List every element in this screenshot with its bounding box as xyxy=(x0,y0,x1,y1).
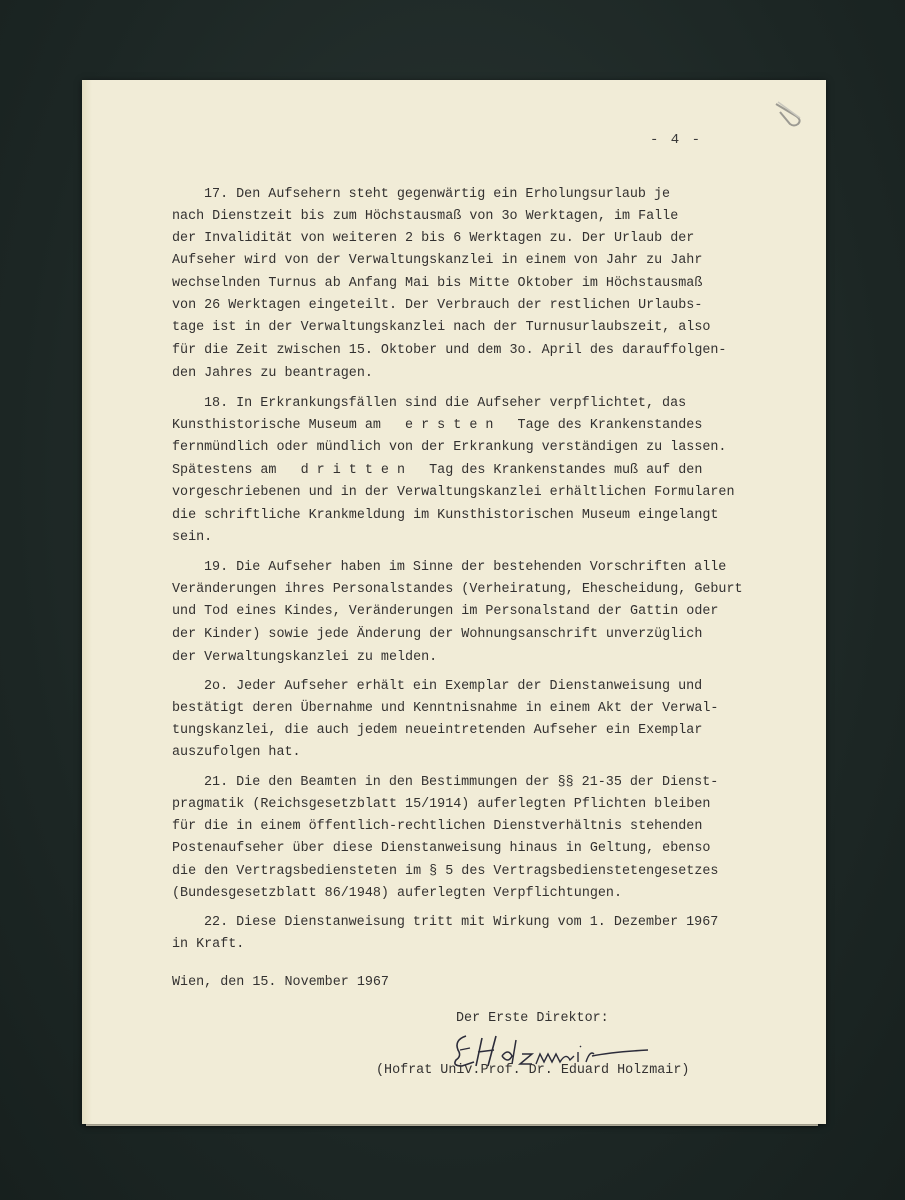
text-line: Aufseher wird von der Verwaltungskanzlei in einem von Jahr zu Jahr xyxy=(172,253,703,268)
text-line: wechselnden Turnus ab Anfang Mai bis Mitte Oktober im Höchstausmaß xyxy=(172,276,703,291)
text-line: der Invalidität von weiteren 2 bis 6 Werktagen zu. Der Urlaub der xyxy=(172,231,695,246)
text-line: tungskanzlei, die auch jedem neueintretenden Aufseher ein Exemplar xyxy=(172,723,703,738)
text-line: 19. Die Aufseher haben im Sinne der bestehenden Vorschriften alle xyxy=(204,560,727,575)
text-line: der Verwaltungskanzlei zu melden. xyxy=(172,650,438,665)
text-line: und Tod eines Kindes, Veränderungen im Personalstand der Gattin oder xyxy=(172,604,719,619)
text-line: nach Dienstzeit bis zum Höchstausmaß von 3o Werktagen, im Falle xyxy=(172,209,679,224)
text-line: auszufolgen hat. xyxy=(172,745,301,760)
text-line: den Jahres zu beantragen. xyxy=(172,366,373,381)
text-line: für die Zeit zwischen 15. Oktober und dem 3o. April des darauffolgen- xyxy=(172,343,727,358)
text-line: vorgeschriebenen und in der Verwaltungskanzlei erhältlichen Formularen xyxy=(172,485,735,500)
text-line: fernmündlich oder mündlich von der Erkrankung verständigen zu lassen. xyxy=(172,440,727,455)
text-line: für die in einem öffentlich-rechtlichen Dienstverhältnis stehenden xyxy=(172,819,703,834)
text-line: 22. Diese Dienstanweisung tritt mit Wirkung vom 1. Dezember 1967 xyxy=(204,915,719,930)
text-line: pragmatik (Reichsgesetzblatt 15/1914) auferlegten Pflichten bleiben xyxy=(172,797,711,812)
text-line: die den Vertragsbediensteten im § 5 des Vertragsbedienstetengesetzes xyxy=(172,864,719,879)
text-line: Kunsthistorische Museum am e r s t e n Tage des Krankenstandes xyxy=(172,418,703,433)
text-line: 18. In Erkrankungsfällen sind die Aufseher verpflichtet, das xyxy=(204,396,687,411)
text-line: Spätestens am d r i t t e n Tag des Krankenstandes muß auf den xyxy=(172,463,703,478)
signatory-title: Der Erste Direktor: xyxy=(456,1011,609,1026)
text-line: bestätigt deren Übernahme und Kenntnisnahme in einem Akt der Verwal- xyxy=(172,701,719,716)
text-line: sein. xyxy=(172,530,213,545)
text-line: 21. Die den Beamten in den Bestimmungen der §§ 21-35 der Dienst- xyxy=(204,775,719,790)
text-line: (Bundesgesetzblatt 86/1948) auferlegten Verpflichtungen. xyxy=(172,886,622,901)
text-line: tage ist in der Verwaltungskanzlei nach der Turnusurlaubszeit, also xyxy=(172,320,711,335)
date-line: Wien, den 15. November 1967 xyxy=(172,975,389,990)
paper-clip-icon xyxy=(772,100,808,130)
text-line: 2o. Jeder Aufseher erhält ein Exemplar der Dienstanweisung und xyxy=(204,679,703,694)
signatory-name: (Hofrat Univ.Prof. Dr. Eduard Holzmair) xyxy=(376,1063,690,1078)
text-line: in Kraft. xyxy=(172,937,245,952)
text-line: Veränderungen ihres Personalstandes (Verheiratung, Ehescheidung, Geburt xyxy=(172,582,743,597)
text-line: die schriftliche Krankmeldung im Kunsthistorischen Museum eingelangt xyxy=(172,508,719,523)
text-line: der Kinder) sowie jede Änderung der Wohnungsanschrift unverzüglich xyxy=(172,627,703,642)
page-edge-shading xyxy=(82,80,92,1124)
text-line: von 26 Werktagen eingeteilt. Der Verbrauch der restlichen Urlaubs- xyxy=(172,298,703,313)
text-line: Postenaufseher über diese Dienstanweisung hinaus in Geltung, ebenso xyxy=(172,841,711,856)
page-number: - 4 - xyxy=(650,132,703,148)
text-line: 17. Den Aufsehern steht gegenwärtig ein Erholungsurlaub je xyxy=(204,187,671,202)
